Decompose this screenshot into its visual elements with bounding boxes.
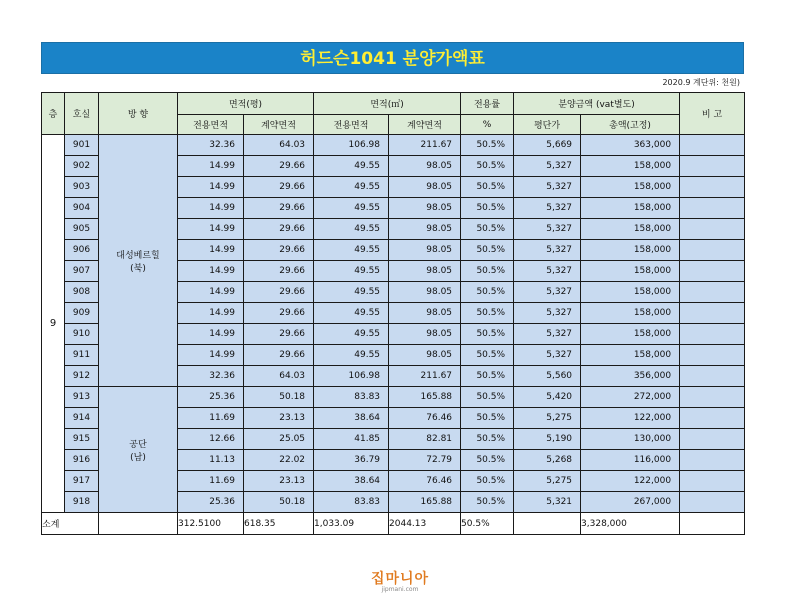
unit-price-cell: 5,275: [514, 471, 581, 492]
contract-pyeong-cell: 64.03: [244, 135, 314, 156]
excl-pyeong-cell: 12.66: [178, 429, 244, 450]
excl-m2-cell: 106.98: [314, 366, 389, 387]
excl-m2-cell: 49.55: [314, 261, 389, 282]
contract-pyeong-cell: 29.66: [244, 303, 314, 324]
excl-pyeong-cell: 14.99: [178, 156, 244, 177]
contract-m2-cell: 82.81: [389, 429, 461, 450]
contract-pyeong-cell: 50.18: [244, 492, 314, 513]
totals-excl-m2: 1,033.09: [314, 513, 389, 535]
contract-pyeong-cell: 29.66: [244, 261, 314, 282]
rate-cell: 50.5%: [461, 261, 514, 282]
unit-cell: 912: [65, 366, 99, 387]
contract-m2-cell: 98.05: [389, 156, 461, 177]
rate-cell: 50.5%: [461, 177, 514, 198]
note-cell: [680, 240, 745, 261]
contract-m2-cell: 98.05: [389, 219, 461, 240]
contract-m2-cell: 98.05: [389, 303, 461, 324]
logo-url: jipmani.com: [381, 586, 419, 593]
site-logo: [360, 568, 440, 593]
contract-pyeong-cell: 25.05: [244, 429, 314, 450]
unit-price-cell: 5,327: [514, 261, 581, 282]
rate-cell: 50.5%: [461, 408, 514, 429]
note-cell: [680, 429, 745, 450]
total-price-cell: 158,000: [581, 261, 680, 282]
excl-pyeong-cell: 25.36: [178, 492, 244, 513]
meta-row: [41, 74, 744, 92]
floor-cell: 9: [42, 135, 65, 513]
contract-m2-cell: 211.67: [389, 135, 461, 156]
sheet-title: 허드슨1041 분양가액표: [41, 42, 744, 74]
direction-cell: 공단 (남): [99, 387, 178, 513]
rate-cell: 50.5%: [461, 345, 514, 366]
note-cell: [680, 471, 745, 492]
excl-m2-cell: 83.83: [314, 492, 389, 513]
unit-note: 2020.9 계단위: 천원): [662, 78, 740, 87]
note-cell: [680, 135, 745, 156]
unit-price-cell: 5,327: [514, 345, 581, 366]
total-price-cell: 356,000: [581, 366, 680, 387]
unit-cell: 918: [65, 492, 99, 513]
total-price-cell: 158,000: [581, 198, 680, 219]
totals-label: 소계: [42, 513, 99, 535]
header-rate-percent: %: [461, 115, 514, 135]
contract-pyeong-cell: 29.66: [244, 177, 314, 198]
excl-pyeong-cell: 14.99: [178, 177, 244, 198]
excl-pyeong-cell: 14.99: [178, 219, 244, 240]
totals-unit-price: [514, 513, 581, 535]
price-table: [41, 92, 745, 535]
contract-pyeong-cell: 64.03: [244, 366, 314, 387]
unit-price-cell: 5,669: [514, 135, 581, 156]
excl-m2-cell: 49.55: [314, 198, 389, 219]
totals-excl-pyeong: 312.5100: [178, 513, 244, 535]
header-total-price: 총액(고정): [581, 115, 680, 135]
excl-m2-cell: 38.64: [314, 471, 389, 492]
totals-rate: 50.5%: [461, 513, 514, 535]
excl-pyeong-cell: 32.36: [178, 366, 244, 387]
total-price-cell: 158,000: [581, 303, 680, 324]
unit-cell: 913: [65, 387, 99, 408]
logo-brand: 집마니아: [370, 571, 430, 587]
excl-m2-cell: 106.98: [314, 135, 389, 156]
rate-cell: 50.5%: [461, 324, 514, 345]
note-cell: [680, 387, 745, 408]
contract-pyeong-cell: 23.13: [244, 408, 314, 429]
totals-note: [680, 513, 745, 535]
unit-price-cell: 5,327: [514, 156, 581, 177]
contract-m2-cell: 211.67: [389, 366, 461, 387]
contract-pyeong-cell: 29.66: [244, 240, 314, 261]
unit-cell: 909: [65, 303, 99, 324]
total-price-cell: 158,000: [581, 324, 680, 345]
excl-pyeong-cell: 14.99: [178, 198, 244, 219]
note-cell: [680, 324, 745, 345]
total-price-cell: 122,000: [581, 408, 680, 429]
excl-pyeong-cell: 14.99: [178, 303, 244, 324]
rate-cell: 50.5%: [461, 387, 514, 408]
header-excl-pyeong: 전용면적: [178, 115, 244, 135]
total-price-cell: 158,000: [581, 156, 680, 177]
unit-price-cell: 5,560: [514, 366, 581, 387]
contract-m2-cell: 98.05: [389, 240, 461, 261]
total-price-cell: 158,000: [581, 240, 680, 261]
excl-pyeong-cell: 14.99: [178, 240, 244, 261]
contract-pyeong-cell: 29.66: [244, 219, 314, 240]
total-price-cell: 267,000: [581, 492, 680, 513]
header-area-pyeong: 면적(평): [178, 93, 314, 115]
note-cell: [680, 282, 745, 303]
note-cell: [680, 198, 745, 219]
unit-price-cell: 5,190: [514, 429, 581, 450]
excl-pyeong-cell: 11.69: [178, 408, 244, 429]
unit-price-cell: 5,327: [514, 303, 581, 324]
excl-m2-cell: 49.55: [314, 303, 389, 324]
header-excl-m2: 전용면적: [314, 115, 389, 135]
excl-pyeong-cell: 14.99: [178, 324, 244, 345]
excl-pyeong-cell: 25.36: [178, 387, 244, 408]
contract-m2-cell: 98.05: [389, 198, 461, 219]
table-row: [42, 135, 745, 156]
totals-contract-pyeong: 618.35: [244, 513, 314, 535]
rate-cell: 50.5%: [461, 156, 514, 177]
excl-pyeong-cell: 14.99: [178, 261, 244, 282]
contract-m2-cell: 98.05: [389, 282, 461, 303]
unit-cell: 906: [65, 240, 99, 261]
unit-cell: 911: [65, 345, 99, 366]
contract-pyeong-cell: 29.66: [244, 156, 314, 177]
total-price-cell: 158,000: [581, 282, 680, 303]
excl-pyeong-cell: 11.13: [178, 450, 244, 471]
contract-m2-cell: 76.46: [389, 408, 461, 429]
note-cell: [680, 219, 745, 240]
contract-pyeong-cell: 22.02: [244, 450, 314, 471]
unit-price-cell: 5,327: [514, 198, 581, 219]
excl-pyeong-cell: 14.99: [178, 345, 244, 366]
rate-cell: 50.5%: [461, 366, 514, 387]
contract-pyeong-cell: 29.66: [244, 345, 314, 366]
header-note: 비 고: [680, 93, 745, 135]
contract-m2-cell: 98.05: [389, 345, 461, 366]
header-exclusive-rate: 전용률: [461, 93, 514, 115]
excl-m2-cell: 49.55: [314, 177, 389, 198]
excl-m2-cell: 49.55: [314, 345, 389, 366]
note-cell: [680, 366, 745, 387]
unit-price-cell: 5,327: [514, 177, 581, 198]
unit-price-cell: 5,327: [514, 219, 581, 240]
rate-cell: 50.5%: [461, 471, 514, 492]
unit-cell: 910: [65, 324, 99, 345]
excl-pyeong-cell: 14.99: [178, 282, 244, 303]
unit-price-cell: 5,268: [514, 450, 581, 471]
unit-cell: 907: [65, 261, 99, 282]
unit-price-cell: 5,327: [514, 240, 581, 261]
total-price-cell: 122,000: [581, 471, 680, 492]
note-cell: [680, 450, 745, 471]
table-body: [42, 135, 745, 513]
rate-cell: 50.5%: [461, 240, 514, 261]
rate-cell: 50.5%: [461, 282, 514, 303]
unit-price-cell: 5,321: [514, 492, 581, 513]
unit-cell: 905: [65, 219, 99, 240]
table-row: [42, 387, 745, 408]
header-contract-pyeong: 계약면적: [244, 115, 314, 135]
excl-m2-cell: 83.83: [314, 387, 389, 408]
header-unit-price: 평단가: [514, 115, 581, 135]
unit-price-cell: 5,275: [514, 408, 581, 429]
unit-cell: 915: [65, 429, 99, 450]
header-contract-m2: 계약면적: [389, 115, 461, 135]
direction-cell: 대성베르힐 (북): [99, 135, 178, 387]
excl-m2-cell: 49.55: [314, 282, 389, 303]
table-header: [42, 93, 745, 135]
total-price-cell: 116,000: [581, 450, 680, 471]
rate-cell: 50.5%: [461, 219, 514, 240]
unit-price-cell: 5,327: [514, 282, 581, 303]
contract-m2-cell: 98.05: [389, 324, 461, 345]
total-price-cell: 130,000: [581, 429, 680, 450]
unit-price-cell: 5,420: [514, 387, 581, 408]
unit-cell: 917: [65, 471, 99, 492]
contract-m2-cell: 98.05: [389, 261, 461, 282]
note-cell: [680, 261, 745, 282]
excl-m2-cell: 49.55: [314, 240, 389, 261]
excl-m2-cell: 49.55: [314, 156, 389, 177]
contract-m2-cell: 165.88: [389, 492, 461, 513]
unit-cell: 901: [65, 135, 99, 156]
rate-cell: 50.5%: [461, 198, 514, 219]
unit-price-cell: 5,327: [514, 324, 581, 345]
unit-cell: 904: [65, 198, 99, 219]
unit-cell: 903: [65, 177, 99, 198]
header-price-group: 분양금액 (vat별도): [514, 93, 680, 115]
unit-cell: 916: [65, 450, 99, 471]
contract-pyeong-cell: 29.66: [244, 282, 314, 303]
note-cell: [680, 492, 745, 513]
header-direction: 방 향: [99, 93, 178, 135]
totals-contract-m2: 2044.13: [389, 513, 461, 535]
note-cell: [680, 156, 745, 177]
contract-pyeong-cell: 23.13: [244, 471, 314, 492]
contract-m2-cell: 72.79: [389, 450, 461, 471]
totals-direction: [99, 513, 178, 535]
total-price-cell: 158,000: [581, 345, 680, 366]
excl-m2-cell: 38.64: [314, 408, 389, 429]
rate-cell: 50.5%: [461, 492, 514, 513]
contract-pyeong-cell: 29.66: [244, 324, 314, 345]
note-cell: [680, 345, 745, 366]
excl-m2-cell: 36.79: [314, 450, 389, 471]
contract-pyeong-cell: 29.66: [244, 198, 314, 219]
price-sheet: [41, 42, 744, 535]
rate-cell: 50.5%: [461, 450, 514, 471]
unit-cell: 908: [65, 282, 99, 303]
unit-cell: 902: [65, 156, 99, 177]
rate-cell: 50.5%: [461, 429, 514, 450]
unit-cell: 914: [65, 408, 99, 429]
note-cell: [680, 408, 745, 429]
note-cell: [680, 177, 745, 198]
excl-pyeong-cell: 32.36: [178, 135, 244, 156]
contract-m2-cell: 165.88: [389, 387, 461, 408]
totals-total: 3,328,000: [581, 513, 680, 535]
total-price-cell: 158,000: [581, 177, 680, 198]
excl-pyeong-cell: 11.69: [178, 471, 244, 492]
header-unit: 호실: [65, 93, 99, 135]
header-floor: 층: [42, 93, 65, 135]
contract-m2-cell: 76.46: [389, 471, 461, 492]
total-price-cell: 158,000: [581, 219, 680, 240]
totals-row: [42, 513, 745, 535]
excl-m2-cell: 49.55: [314, 219, 389, 240]
contract-m2-cell: 98.05: [389, 177, 461, 198]
header-area-m2: 면적(㎡): [314, 93, 461, 115]
excl-m2-cell: 49.55: [314, 324, 389, 345]
contract-pyeong-cell: 50.18: [244, 387, 314, 408]
rate-cell: 50.5%: [461, 135, 514, 156]
total-price-cell: 272,000: [581, 387, 680, 408]
note-cell: [680, 303, 745, 324]
excl-m2-cell: 41.85: [314, 429, 389, 450]
rate-cell: 50.5%: [461, 303, 514, 324]
total-price-cell: 363,000: [581, 135, 680, 156]
